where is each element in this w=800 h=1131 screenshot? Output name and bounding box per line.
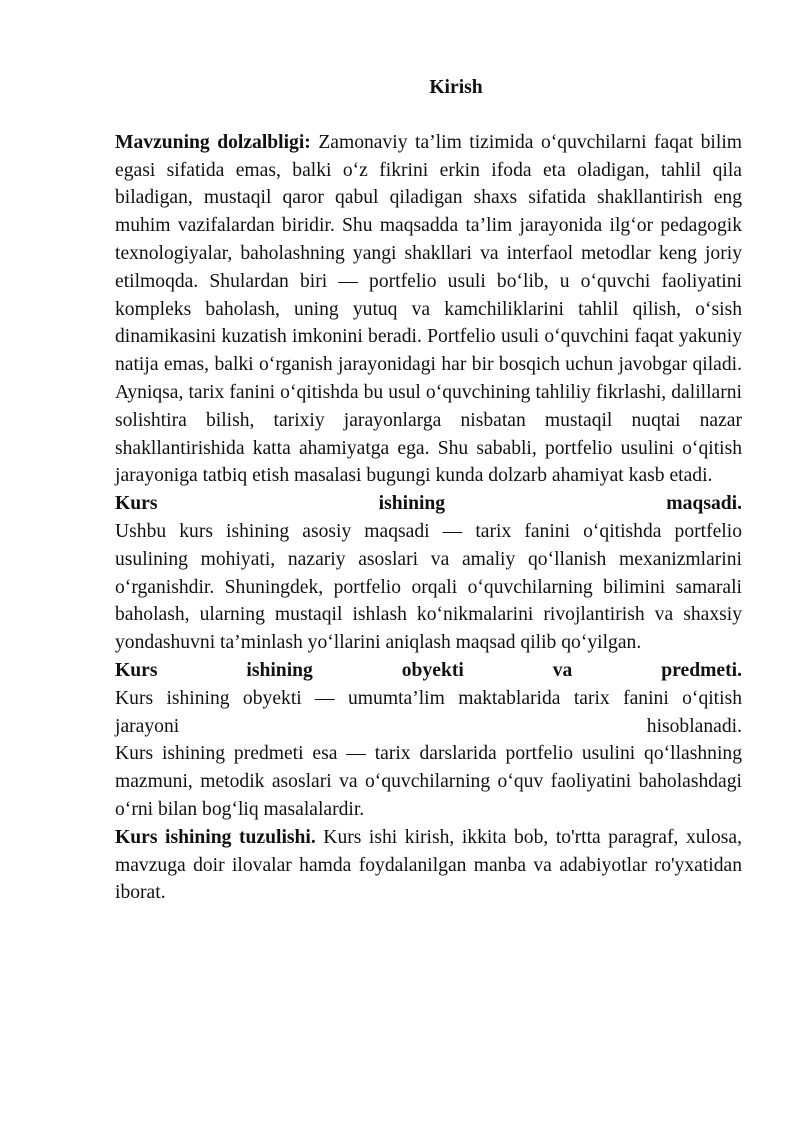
relevance-label: Mavzuning dolzalbligi: — [115, 131, 311, 153]
goal-heading-line — [115, 490, 742, 518]
goal-paragraph: Ushbu kurs ishining asosiy maqsadi — tarix fanini o‘qitishda portfelio usulining mohiyati, nazariy asoslari va amaliy qo‘llanish mexanizmlarini o‘rganishdir. Shuningdek, portfelio orqali o‘quvchilarning bilimini samarali baholash, ularning mustaqil ishlash ko‘nikmalarini rivojlantirish va shaxsiy yondashuvni ta’minlash yo‘llarini aniqlash maqsad qilib qo‘yilgan. — [115, 520, 742, 654]
page-title: Kirish — [429, 77, 483, 98]
object-heading: Kurs ishining obyekti va predmeti. — [115, 659, 742, 681]
goal-heading: Kurs ishining maqsadi. — [115, 493, 742, 515]
structure-label: Kurs ishining tuzulishi. — [115, 826, 316, 848]
structure-text: Kurs ishi kirish, ikkita bob, to'rtta paragraf, xulosa, mavzuga doir ilovalar hamda foydalanilgan manba va adabiyotlar ro'yxatidan iborat. — [115, 826, 742, 904]
relevance-text: Zamonaviy ta’lim tizimida o‘quvchilarni faqat bilim egasi sifatida emas, balki o‘z fikrini erkin ifoda eta oladigan, tahlil qila biladigan, mustaqil qaror qabul qiladigan shaxs sifatida shakllantirish eng muhim vazifalardan biridir. Shu maqsadda ta’lim jarayonida ilg‘or pedagogik texnologiyalar, baholashning yangi shakllari va interfaol metodlar keng joriy etilmoqda. Shulardan biri — portfelio usuli bo‘lib, u o‘quvchi faoliyatini kompleks baholash, uning yutuq va kamchiliklarini tahlil qilish, o‘sish dinamikasini kuzatish imkonini beradi. Portfelio usuli o‘quvchini faqat yakuniy natija emas, balki o‘rganish jarayonidagi har bir bosqich uchun javobgar qiladi. Ayniqsa, tarix fanini o‘qitishda bu usul o‘quvchining tahliliy fikrlashi, dalillarni solishtira bilish, tarixiy jarayonlarga nisbatan mustaqil nuqtai nazar shakllantirishida katta ahamiyatga ega. Shu sababli, portfelio usulini o‘qitish jarayoniga tatbiq etish masalasi bugungi kunda dolzarb ahamiyat kasb etadi. — [115, 131, 743, 487]
document-body — [115, 74, 742, 907]
object-heading-line — [115, 657, 742, 685]
object-paragraph: Kurs ishining obyekti — umumta’lim maktablarida tarix fanini o‘qitish jarayoni hisoblanadi. — [115, 687, 742, 737]
relevance-paragraph — [115, 129, 742, 490]
structure-paragraph — [115, 824, 742, 907]
subject-paragraph: Kurs ishining predmeti esa — tarix darslarida portfelio usulini qo‘llashning mazmuni, metodik asoslari va o‘quvchilarning o‘quv faoliyatini baholashdagi o‘rni bilan bog‘liq masalalardir. — [115, 743, 742, 820]
